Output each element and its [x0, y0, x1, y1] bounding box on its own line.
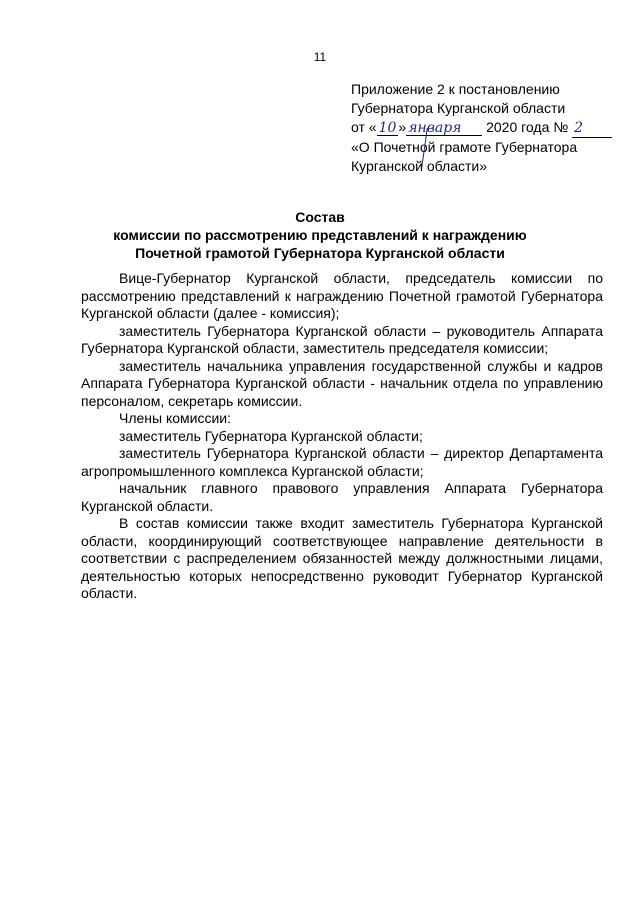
paragraph-secretary: заместитель начальника управления государственной службы и кадров Аппарата Губернатора Курганской области - начальник отдела по управлению персоналом, секретарь комиссии. [81, 357, 603, 409]
document-title [0, 208, 640, 262]
paragraph-member-3: начальник главного правового управления Аппарата Губернатора Курганской области. [81, 480, 603, 514]
paragraph-members-heading: Члены комиссии: [119, 410, 232, 426]
appendix-line-4: «О Почетной грамоте Губернатора [351, 139, 578, 155]
appendix-header [351, 80, 611, 176]
date-prefix: от « [351, 119, 377, 135]
handwritten-day: 10 [378, 120, 397, 136]
appendix-line-1: Приложение 2 к постановлению [351, 81, 560, 97]
appendix-line-5: Курганской области» [351, 158, 488, 174]
title-line-2: комиссии по рассмотрению представлений к награждению [113, 227, 527, 243]
title-line-3: Почетной грамотой Губернатора Курганской области [135, 245, 505, 261]
paragraph-member-1: заместитель Губернатора Курганской области; [119, 427, 423, 444]
handwritten-month: января [406, 121, 482, 136]
appendix-line-2: Губернатора Курганской области [351, 100, 566, 116]
page-number: 11 [313, 50, 327, 64]
paragraph-deputy-chairman: заместитель Губернатора Курганской области – руководитель Аппарата Губернатора Курганской области, заместитель председателя комиссии; [81, 322, 603, 356]
appendix-line-3 [351, 118, 611, 138]
document-body [81, 270, 603, 603]
paragraph-additional-member: В состав комиссии также входит заместитель Губернатора Курганской области, координирующий соответствующее направление деятельности в соответствии с распределением обязанностей между должностными лицами, деятельностью которых непосредственно руководит Губернатор Курганской области. [81, 515, 603, 601]
date-mid: » [398, 119, 407, 135]
title-line-1: Состав [295, 209, 345, 225]
paragraph-member-2: заместитель Губернатора Курганской области – директор Департамента агропромышленного комплекса Курганской области; [81, 445, 603, 479]
handwritten-number: 2 [574, 120, 584, 136]
paragraph-chairman: Вице-Губернатор Курганской области, председатель комиссии по рассмотрению представлений к награждению Почетной грамотой Губернатора Курганской области (далее - комиссия); [81, 270, 603, 321]
date-year: 2020 года № [482, 119, 573, 135]
